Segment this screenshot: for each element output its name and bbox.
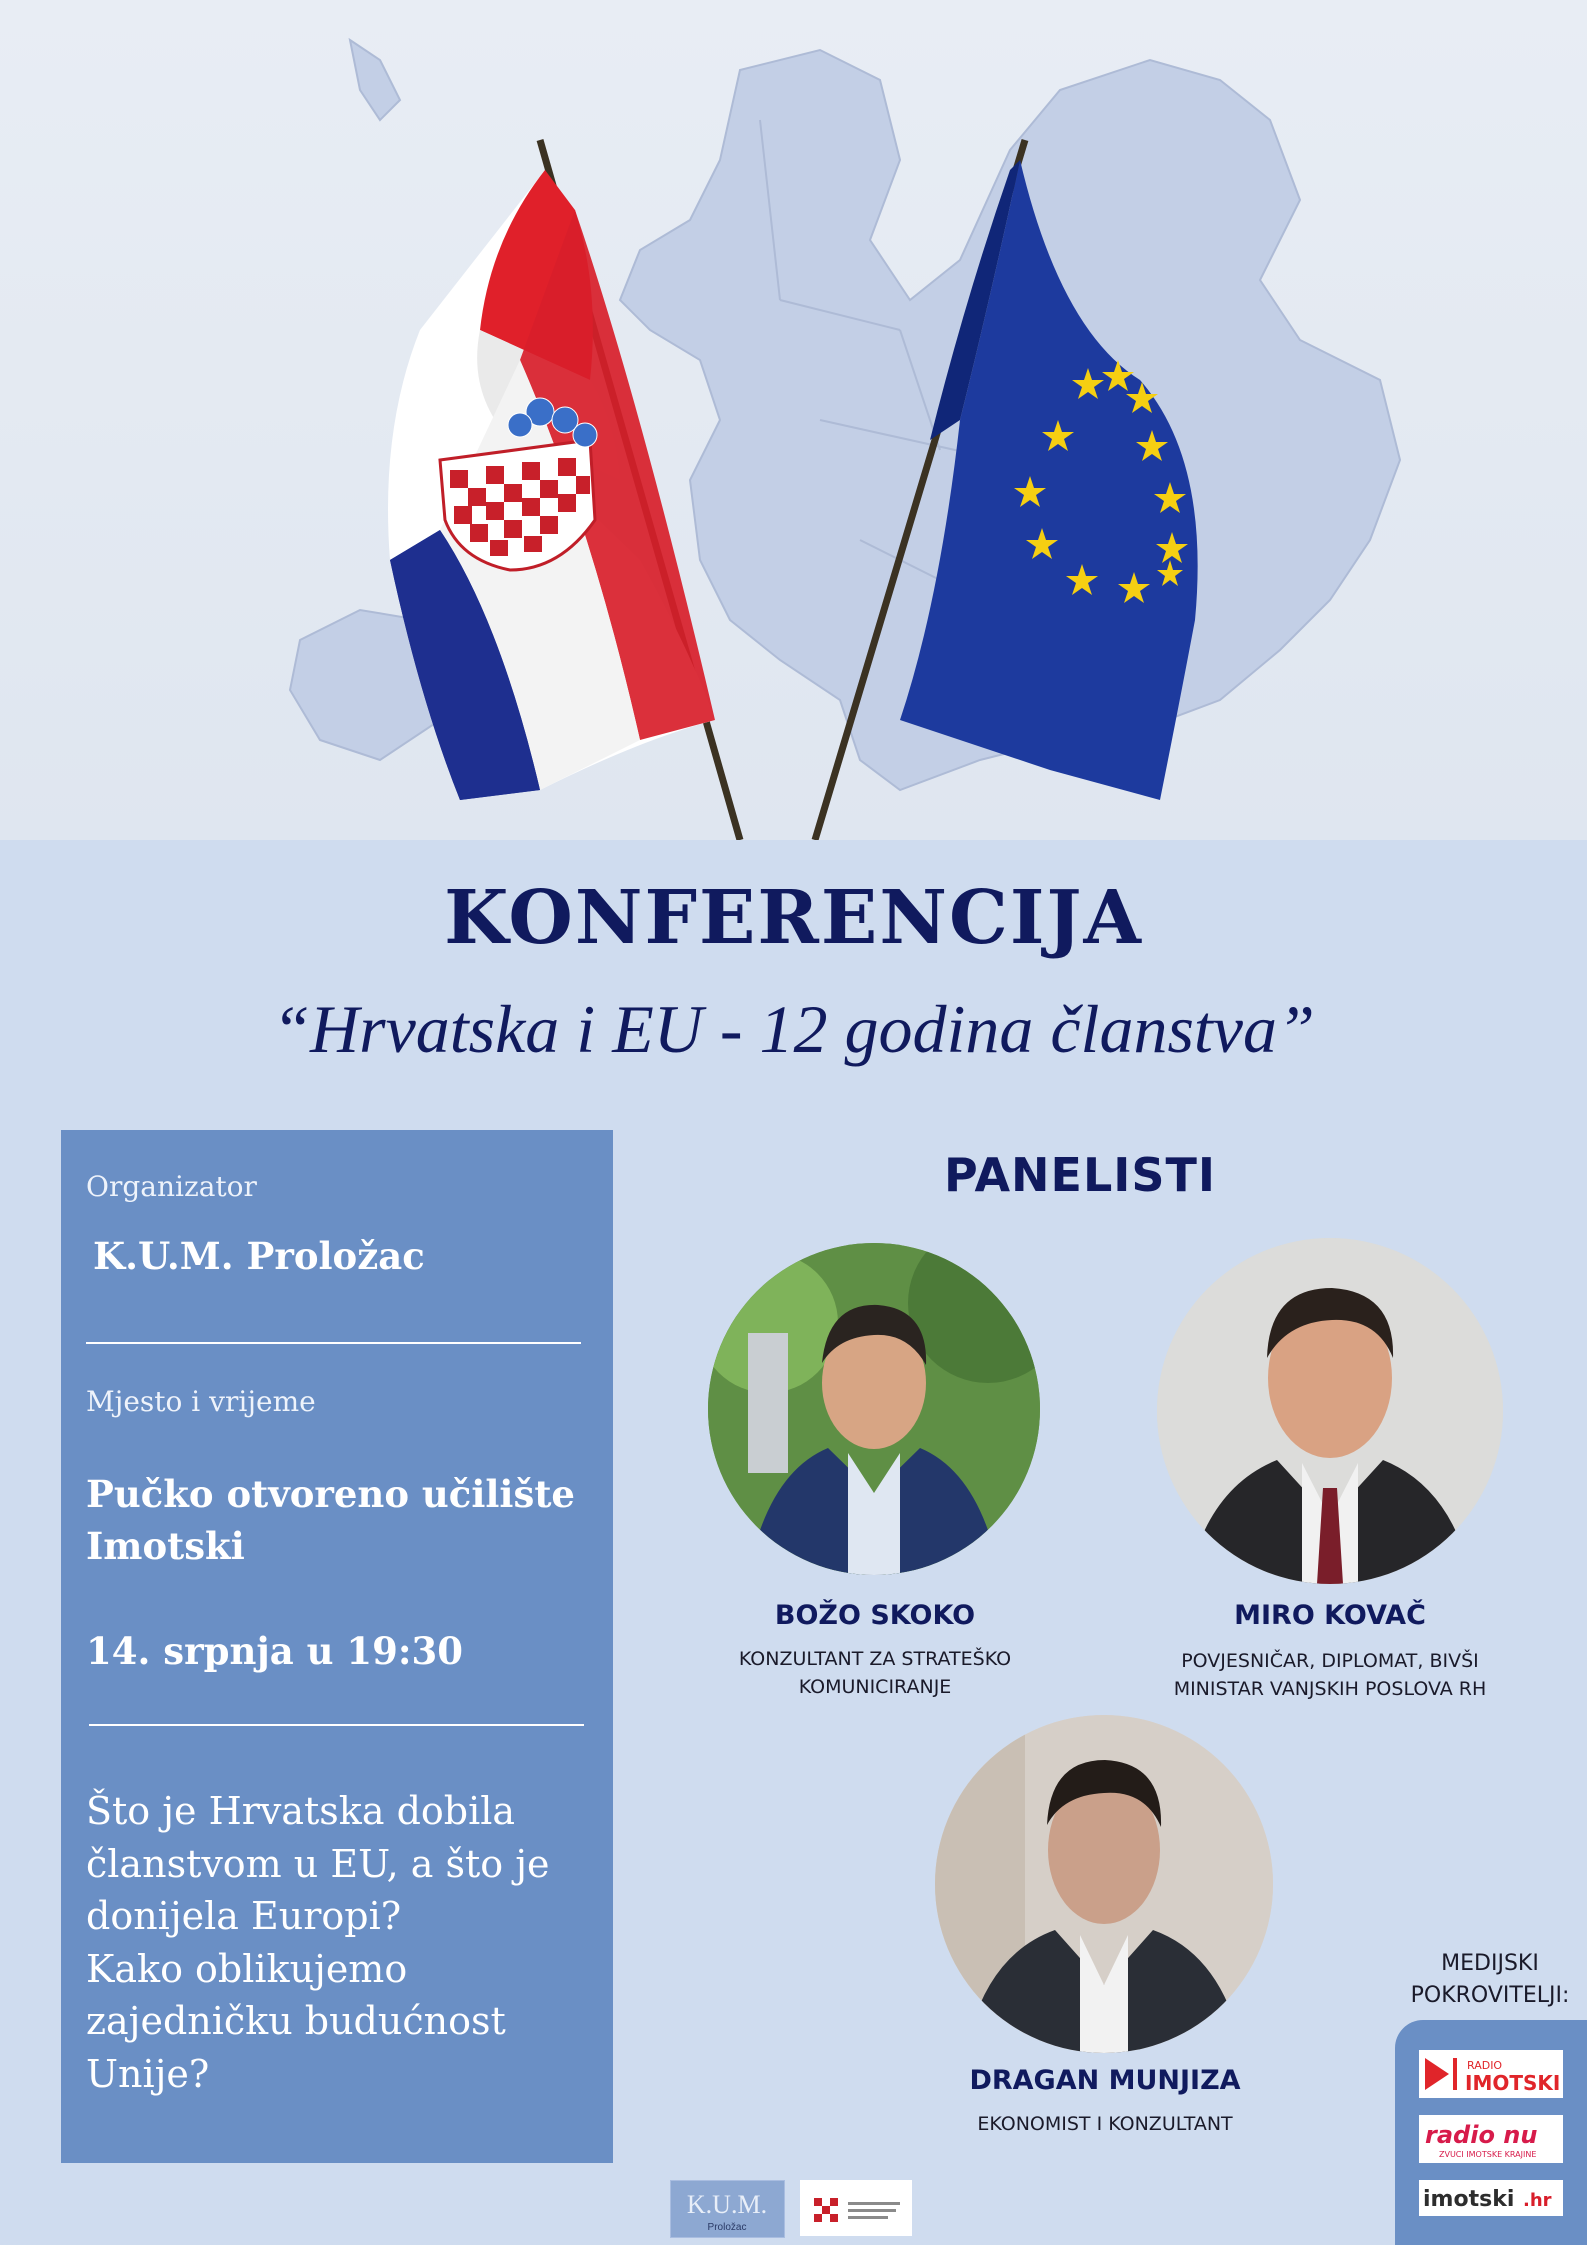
venue-line2: Imotski [86, 1524, 245, 1568]
panelist-photo-bozo-skoko [708, 1243, 1040, 1575]
panelist-name: DRAGAN MUNJIZA [969, 2065, 1241, 2096]
radio-nu-logo [1419, 2115, 1563, 2163]
organizer-label: Organizator [86, 1170, 257, 1203]
kum-prolozac-logo [670, 2180, 785, 2238]
panelist-photo-dragan-munjiza [935, 1715, 1273, 2053]
info-panel [61, 1130, 613, 2163]
discussion-questions [86, 1785, 596, 2100]
panelist-role-line: MINISTAR VANJSKIH POSLOVA RH [1173, 1678, 1487, 1700]
panelist-photo-miro-kovac [1157, 1238, 1503, 1584]
panelist-name: BOŽO SKOKO [774, 1600, 976, 1631]
conference-subtitle: “Hrvatska i EU - 12 godina članstva” [272, 991, 1315, 1067]
venue-line1: Pučko otvoreno učilište [86, 1472, 575, 1516]
radio-imotski-label: IMOTSKI [1465, 2071, 1561, 2095]
media-sponsors-panel [1395, 2020, 1587, 2245]
radio-imotski-label: RADIO [1467, 2059, 1503, 2072]
event-datetime: 14. srpnja u 19:30 [86, 1629, 464, 1673]
question-line: donijela Europi? [86, 1894, 402, 1938]
croatian-government-logo [800, 2180, 912, 2236]
conference-heading: KONFERENCIJA [444, 875, 1143, 961]
radio-nu-label: radio nu [1425, 2121, 1538, 2149]
radio-imotski-logo [1419, 2050, 1563, 2098]
panelist-role [1130, 1647, 1530, 1703]
place-label: Mjesto i vrijeme [86, 1385, 316, 1418]
panelist-name: MIRO KOVAČ [1234, 1600, 1426, 1631]
media-heading-line: POKROVITELJI: [1410, 1983, 1570, 2008]
europe-map-with-flags [0, 0, 1587, 840]
question-line: članstvom u EU, a što je [86, 1841, 550, 1886]
hero-image [0, 0, 1587, 840]
panelist-role-line: KOMUNICIRANJE [798, 1676, 952, 1698]
divider [89, 1724, 584, 1726]
panelist-role [690, 1645, 1060, 1701]
kum-logo-text: K.U.M. [686, 2190, 768, 2219]
divider [86, 1342, 581, 1344]
panelist-role-line: EKONOMIST I KONZULTANT [977, 2113, 1233, 2135]
panelist-role [900, 2110, 1310, 2138]
radio-nu-tagline: ZVUCI IMOTSKE KRAJINE [1439, 2150, 1537, 2159]
media-heading-line: MEDIJSKI [1441, 1951, 1539, 1976]
media-sponsors-heading [1390, 1948, 1587, 2012]
organizer-name: K.U.M. Proložac [93, 1234, 425, 1278]
panelist-role-line: POVJESNIČAR, DIPLOMAT, BIVŠI [1181, 1650, 1479, 1672]
question-line: Kako oblikujemo [86, 1946, 408, 1991]
panelist-role-line: KONZULTANT ZA STRATEŠKO [738, 1648, 1012, 1670]
kum-logo-subtext: Proložac [707, 2222, 747, 2233]
question-line: Što je Hrvatska dobila [86, 1789, 516, 1833]
imotski-hr-label: .hr [1523, 2190, 1552, 2211]
question-line: zajedničku budućnost [86, 1999, 506, 2043]
imotski-hr-logo [1419, 2180, 1563, 2216]
question-line: Unije? [86, 2051, 210, 2096]
panelists-heading: PANELISTI [943, 1148, 1217, 1202]
imotski-hr-label: imotski [1423, 2187, 1515, 2212]
